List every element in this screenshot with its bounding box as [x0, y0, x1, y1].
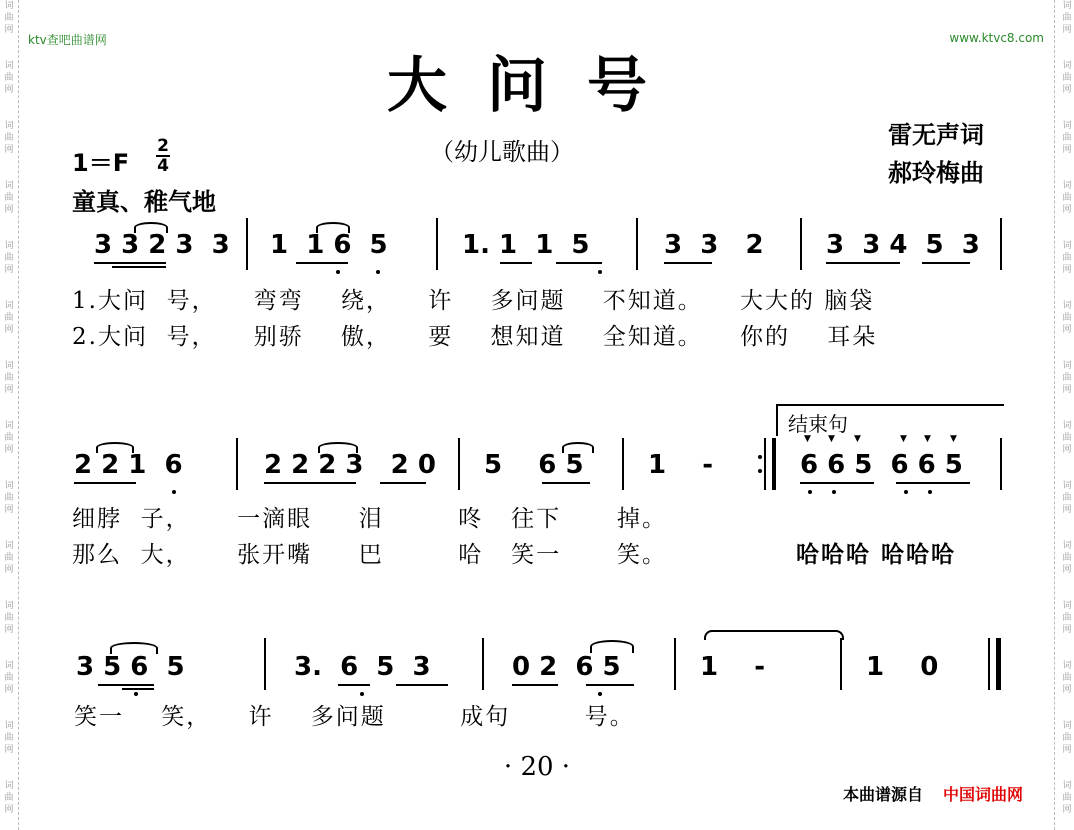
side-watermark-mark: 词 曲 网	[4, 481, 14, 515]
barline	[840, 638, 842, 690]
accent-mark: ▼	[804, 434, 811, 444]
site-url-right[interactable]: www.ktvc8.com	[949, 31, 1044, 45]
row3-measure3: 0 2 6 5	[512, 652, 621, 682]
row2-measure1: 2 2 1 6	[74, 450, 183, 480]
left-margin-line	[18, 0, 19, 830]
accent-mark: ▼	[924, 434, 931, 444]
side-watermark-mark: 词 曲 网	[1062, 361, 1072, 395]
row1-measure4: 3 3 2	[664, 230, 764, 260]
side-watermark-mark: 词 曲 网	[1062, 1, 1072, 35]
barline	[1000, 438, 1002, 490]
row1-measure2: 1 1 6 5	[270, 230, 388, 260]
barline	[246, 218, 248, 270]
row2-measure2: 2 2 2 3 2 0	[264, 450, 436, 480]
barline	[458, 438, 460, 490]
barline	[1000, 218, 1002, 270]
side-watermark-mark: 词 曲 网	[4, 601, 14, 635]
barline	[436, 218, 438, 270]
beam	[94, 262, 166, 264]
low-octave-dot	[336, 270, 340, 274]
side-watermark-mark: 词 曲 网	[1062, 121, 1072, 155]
low-octave-dot	[134, 692, 138, 696]
row2-lyrics-ending: 哈哈哈 哈哈哈	[796, 541, 957, 568]
lyricist-credit: 雷无声词	[888, 120, 984, 149]
beam	[556, 262, 602, 264]
beam	[512, 684, 558, 686]
page-number: · 20 ·	[503, 752, 571, 782]
barline	[800, 218, 802, 270]
barline	[674, 638, 676, 690]
row1-measure1: 3 3 2 3 3	[94, 230, 230, 260]
beam	[296, 262, 348, 264]
side-watermark-mark: 词 曲 网	[1062, 61, 1072, 95]
site-name-left[interactable]: ktv查吧曲谱网	[28, 33, 107, 47]
source-credit	[843, 782, 1023, 805]
row2-measure3: 5 6 5	[484, 450, 584, 480]
tie	[134, 222, 168, 233]
row3-lyrics: 笑一 笑， 许 多问题 成句 号。	[74, 704, 635, 730]
side-watermark-mark: 词 曲 网	[1062, 721, 1072, 755]
side-watermark-mark: 词 曲 网	[4, 661, 14, 695]
beam	[800, 482, 874, 484]
tie	[590, 640, 634, 653]
repeat-dot	[758, 455, 762, 459]
side-watermark-mark: 词 曲 网	[1062, 301, 1072, 335]
side-watermark-mark: 词 曲 网	[4, 421, 14, 455]
side-watermark-mark: 词 曲 网	[4, 181, 14, 215]
left-watermark-strip	[2, 0, 16, 830]
low-octave-dot	[172, 490, 176, 494]
tie	[316, 222, 350, 233]
side-watermark-mark: 词 曲 网	[4, 301, 14, 335]
beam	[896, 482, 970, 484]
time-signature: 2 4	[157, 136, 169, 176]
side-watermark-mark: 词 曲 网	[4, 121, 14, 155]
song-title: 大问号	[387, 51, 687, 121]
tie	[96, 442, 134, 453]
low-octave-dot	[598, 270, 602, 274]
side-watermark-mark: 词 曲 网	[1062, 601, 1072, 635]
side-watermark-mark: 词 曲 网	[1062, 481, 1072, 515]
beam	[112, 266, 166, 268]
tempo-marking: 童真、稚气地	[72, 188, 216, 216]
barline	[622, 438, 624, 490]
ending-label: 结束句	[788, 412, 848, 436]
repeat-dot	[758, 469, 762, 473]
beam	[74, 482, 136, 484]
row3-measure1: 3 5 6 5	[76, 652, 185, 682]
side-watermark-mark: 词 曲 网	[4, 241, 14, 275]
row2-lyrics-verse2: 那么 大， 张开嘴 巴 哈 笑一 笑。	[72, 542, 668, 568]
beam	[826, 262, 900, 264]
right-margin-line	[1054, 0, 1055, 830]
final-barline-thick	[996, 638, 1001, 690]
side-watermark-mark: 词 曲 网	[1062, 781, 1072, 815]
row2-lyrics-verse1: 细脖 子， 一滴眼 泪 咚 往下 掉。	[72, 506, 668, 532]
barline	[636, 218, 638, 270]
side-watermark-mark: 词 曲 网	[4, 361, 14, 395]
beam	[922, 262, 970, 264]
tie	[318, 442, 358, 453]
beam	[664, 262, 712, 264]
repeat-barline	[772, 438, 776, 490]
beam	[122, 688, 154, 690]
beam	[586, 684, 634, 686]
low-octave-dot	[376, 270, 380, 274]
side-watermark-mark: 词 曲 网	[4, 781, 14, 815]
row3-slur	[704, 630, 844, 640]
low-octave-dot	[832, 490, 836, 494]
row3-measure5: 1 0	[866, 652, 939, 682]
tie	[562, 442, 594, 453]
beam	[338, 684, 370, 686]
side-watermark-mark: 词 曲 网	[4, 1, 14, 35]
low-octave-dot	[360, 692, 364, 696]
source-site-link[interactable]: 中国词曲网	[943, 785, 1024, 804]
barline	[236, 438, 238, 490]
row2-measure5: 6 6 5 6 6 5	[800, 450, 963, 480]
side-watermark-mark: 词 曲 网	[4, 61, 14, 95]
beam	[542, 482, 590, 484]
accent-mark: ▼	[950, 434, 957, 444]
side-watermark-mark: 词 曲 网	[1062, 541, 1072, 575]
beam	[380, 482, 426, 484]
side-watermark-mark: 词 曲 网	[1062, 241, 1072, 275]
accent-mark: ▼	[900, 434, 907, 444]
key-signature: 1＝F	[72, 149, 130, 177]
barline	[264, 638, 266, 690]
side-watermark-mark: 词 曲 网	[4, 721, 14, 755]
row1-lyrics-verse2: 2.大问 号， 别骄 傲， 要 想知道 全知道。 你的 耳朵	[72, 324, 878, 350]
song-subtitle: （幼儿歌曲）	[430, 138, 574, 166]
composer-credit: 郝玲梅曲	[888, 158, 984, 187]
low-octave-dot	[904, 490, 908, 494]
row1-lyrics-verse1: 1.大问 号， 弯弯 绕， 许 多问题 不知道。 大大的 脑袋	[72, 288, 875, 314]
final-barline-thin	[988, 638, 990, 690]
side-watermark-mark: 词 曲 网	[1062, 421, 1072, 455]
right-watermark-strip	[1060, 0, 1074, 830]
row1-measure5: 3 3 4 5 3	[826, 230, 980, 260]
accent-mark: ▼	[854, 434, 861, 444]
barline	[482, 638, 484, 690]
beam	[500, 262, 532, 264]
row1-measure3: 1. 1 1 5	[462, 230, 590, 260]
side-watermark-mark: 词 曲 网	[1062, 181, 1072, 215]
row3-measure2: 3. 6 5 3	[294, 652, 431, 682]
side-watermark-mark: 词 曲 网	[4, 541, 14, 575]
tie	[110, 642, 158, 654]
source-prefix: 本曲谱源自	[843, 785, 924, 804]
low-octave-dot	[598, 692, 602, 696]
beam	[264, 482, 356, 484]
beam	[98, 684, 154, 686]
low-octave-dot	[928, 490, 932, 494]
row3-measure4: 1 -	[700, 652, 766, 682]
low-octave-dot	[808, 490, 812, 494]
beam	[396, 684, 448, 686]
accent-mark: ▼	[828, 434, 835, 444]
row2-measure4: 1 -	[648, 450, 714, 480]
side-watermark-mark: 词 曲 网	[1062, 661, 1072, 695]
barline	[764, 438, 766, 490]
